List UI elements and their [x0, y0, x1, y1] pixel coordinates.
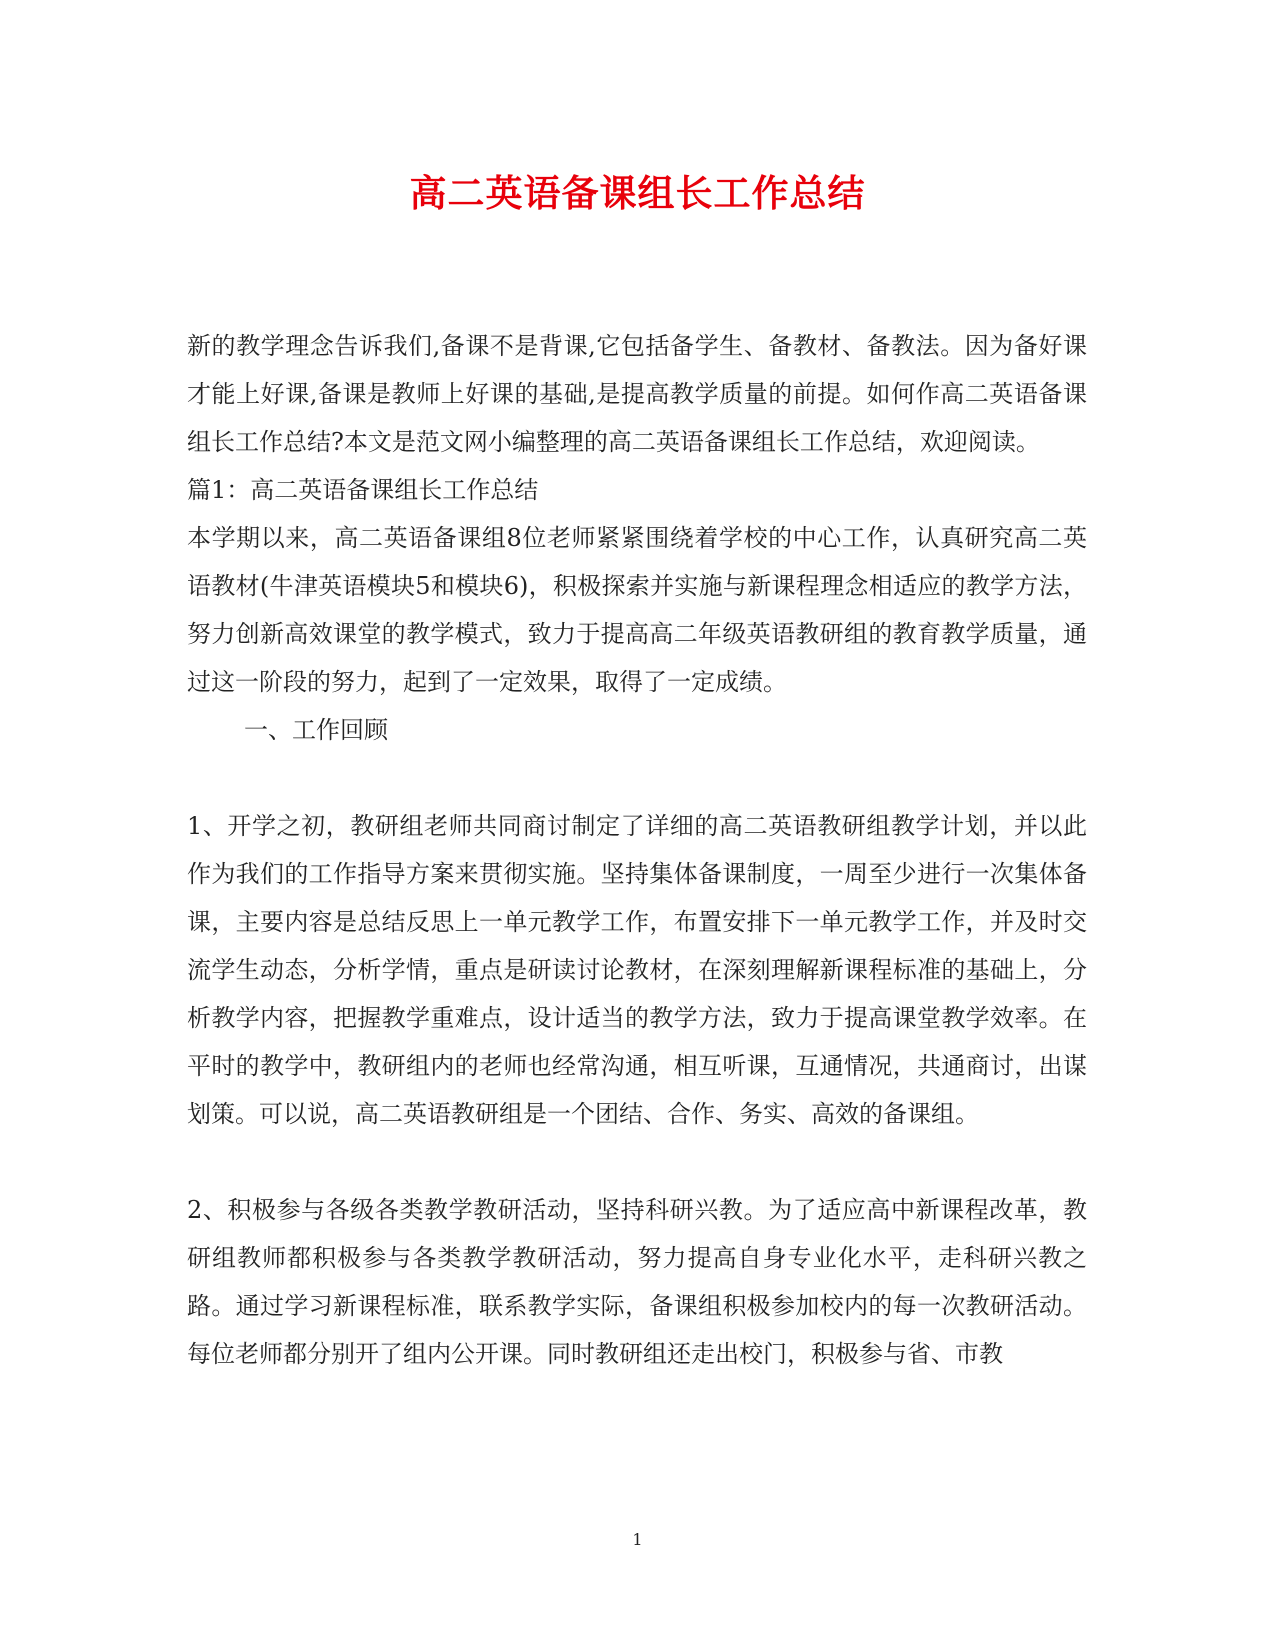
body-paragraph: 本学期以来，高二英语备课组8位老师紧紧围绕着学校的中心工作，认真研究高二英语教材(牛津英语模块5和模块6)，积极探索并实施与新课程理念相适应的教学方法，努力创新高效课堂的教学模式，致力于提高高二年级英语教研组的教育教学质量，通过这一阶段的努力，起到了一定效果，取得了一定成绩。 [187, 524, 1087, 696]
document-title: 高二英语备课组长工作总结 [409, 171, 866, 215]
list-item-1: 1、开学之初，教研组老师共同商讨制定了详细的高二英语教研组教学计划，并以此作为我们的工作指导方案来贯彻实施。坚持集体备课制度，一周至少进行一次集体备课，主要内容是总结反思上一单元教学工作，布置安排下一单元教学工作，并及时交流学生动态，分析学情，重点是研读讨论教材，在深刻理解新课程标准的基础上，分析教学内容，把握教学重难点，设计适当的教学方法，致力于提高课堂教学效率。在平时的教学中，教研组内的老师也经常沟通，相互听课，互通情况，共通商讨，出谋划策。可以说，高二英语教研组是一个团结、合作、务实、高效的备课组。 [187, 812, 1087, 1128]
intro-paragraph: 新的教学理念告诉我们,备课不是背课,它包括备学生、备教材、备教法。因为备好课才能上好课,备课是教师上好课的基础,是提高教学质量的前提。如何作高二英语备课组长工作总结?本文是范文网小编整理的高二英语备课组长工作总结，欢迎阅读。 [187, 332, 1087, 456]
chapter-heading: 篇1：高二英语备课组长工作总结 [187, 476, 539, 504]
section-heading: 一、工作回顾 [244, 716, 388, 744]
list-item-2: 2、积极参与各级各类教学教研活动，坚持科研兴教。为了适应高中新课程改革，教研组教师都积极参与各类教学教研活动，努力提高自身专业化水平，走科研兴教之路。通过学习新课程标准，联系教学实际，备课组积极参加校内的每一次教研活动。每位老师都分别开了组内公开课。同时教研组还走出校门，积极参与省、市教 [187, 1196, 1087, 1368]
page-number: 1 [632, 1530, 643, 1549]
document-body [187, 322, 1087, 1378]
